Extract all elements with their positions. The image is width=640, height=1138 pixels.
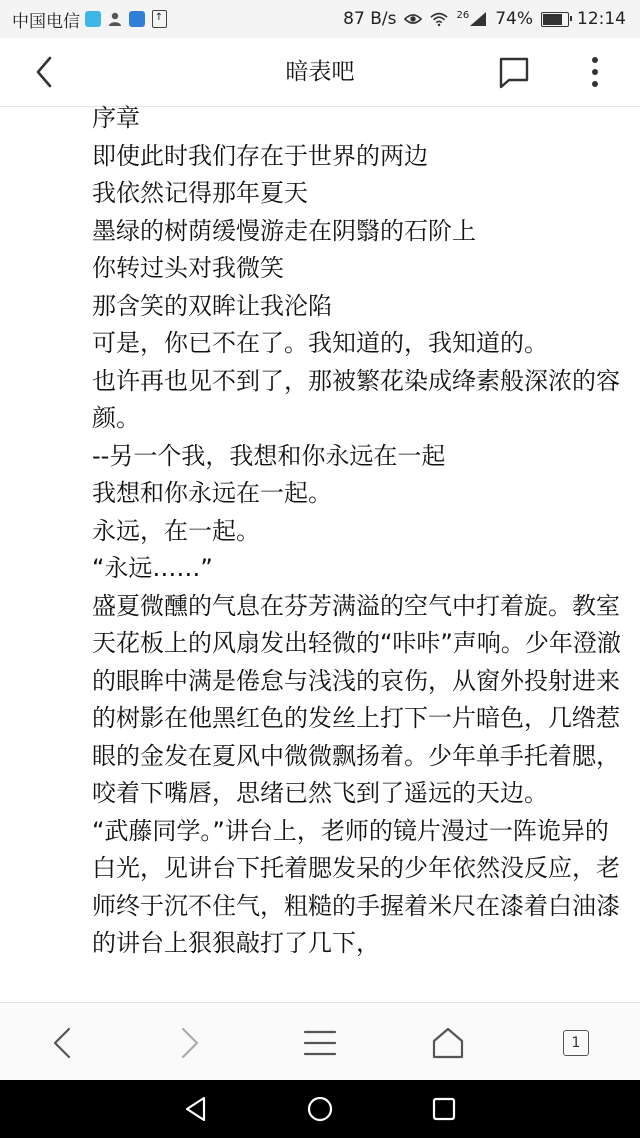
menu-icon bbox=[303, 1028, 337, 1058]
article-line: “永远……” bbox=[92, 554, 213, 582]
article-line: 你转过头对我微笑 bbox=[92, 254, 284, 282]
browser-toolbar bbox=[0, 1002, 640, 1081]
back-arrow-icon bbox=[24, 50, 68, 94]
battery-percent: 74% bbox=[495, 9, 533, 29]
status-bar bbox=[0, 0, 640, 38]
tab-count: 1 bbox=[563, 1030, 589, 1056]
system-back-button[interactable] bbox=[176, 1089, 216, 1129]
signal-icon bbox=[469, 11, 487, 27]
home-button[interactable] bbox=[426, 1021, 470, 1065]
clock: 12:14 bbox=[577, 9, 626, 29]
app-header bbox=[0, 38, 640, 107]
more-vertical-icon bbox=[578, 52, 612, 92]
signal-label: 26 bbox=[456, 10, 470, 21]
article-line: 序章 bbox=[92, 104, 140, 132]
comment-button[interactable] bbox=[494, 52, 534, 92]
signal-group bbox=[456, 11, 487, 27]
app-notification-icon bbox=[84, 10, 102, 28]
system-home-button[interactable] bbox=[300, 1089, 340, 1129]
article-body bbox=[92, 100, 622, 1000]
article-line: 永远，在一起。 bbox=[92, 516, 260, 545]
carrier-label: 中国电信 bbox=[12, 11, 80, 32]
home-icon bbox=[431, 1026, 465, 1060]
upload-icon: ↑ bbox=[150, 10, 168, 28]
battery-icon bbox=[541, 12, 569, 27]
circle-home-icon bbox=[306, 1095, 334, 1123]
comment-icon bbox=[494, 52, 534, 92]
net-speed: 87 B/s bbox=[343, 9, 397, 29]
tabs-button[interactable] bbox=[554, 1021, 598, 1065]
article-paragraph: “武藤同学。”讲台上，老师的镜片漫过一阵诡异的白光，见讲台下托着腮发呆的少年依然没反应，老师终于沉不住气，粗糙的手握着米尺在漆着白油漆的讲台上狠狠敲打了几下， bbox=[92, 816, 620, 957]
eye-icon bbox=[404, 10, 422, 28]
square-recents-icon bbox=[430, 1095, 458, 1123]
back-button[interactable] bbox=[24, 50, 68, 94]
wifi-icon bbox=[430, 10, 448, 28]
article-line: 那含笑的双眸让我沦陷 bbox=[92, 291, 332, 320]
article-line: 我想和你永远在一起。 bbox=[92, 479, 332, 507]
nav-forward-button[interactable] bbox=[168, 1021, 212, 1065]
article-line: 可是，你已不在了。我知道的，我知道的。 bbox=[92, 329, 548, 357]
article-line: 即使此时我们存在于世界的两边 bbox=[92, 141, 428, 170]
nav-back-button[interactable] bbox=[40, 1021, 84, 1065]
article-line: 也许再也见不到了，那被繁花染成绛素般深浓的容颜。 bbox=[92, 366, 620, 432]
system-nav-bar bbox=[0, 1080, 640, 1138]
person-icon bbox=[106, 10, 124, 28]
article-paragraph: 盛夏微醺的气息在芬芳满溢的空气中打着旋。教室天花板上的风扇发出轻微的“咔咔”声响。少年澄澈的眼眸中满是倦怠与浅浅的哀伤，从窗外投射进来的树影在他黑红色的发丝上打下一片暗色，几绺惹眼的金发在夏风中微微飘扬着。少年单手托着腮，咬着下嘴唇，思绪已然飞到了遥远的天边。 bbox=[92, 591, 621, 807]
shield-icon bbox=[128, 10, 146, 28]
article-line: 墨绿的树荫缓慢游走在阴翳的石阶上 bbox=[92, 216, 476, 245]
chevron-right-icon bbox=[175, 1026, 205, 1060]
triangle-back-icon bbox=[182, 1095, 210, 1123]
page-title: 暗表吧 bbox=[285, 59, 355, 85]
system-recents-button[interactable] bbox=[424, 1089, 464, 1129]
chevron-left-icon bbox=[47, 1026, 77, 1060]
article-line: 我依然记得那年夏天 bbox=[92, 179, 308, 207]
article-line: --另一个我，我想和你永远在一起 bbox=[92, 441, 446, 470]
more-button[interactable] bbox=[578, 52, 612, 92]
menu-button[interactable] bbox=[298, 1021, 342, 1065]
